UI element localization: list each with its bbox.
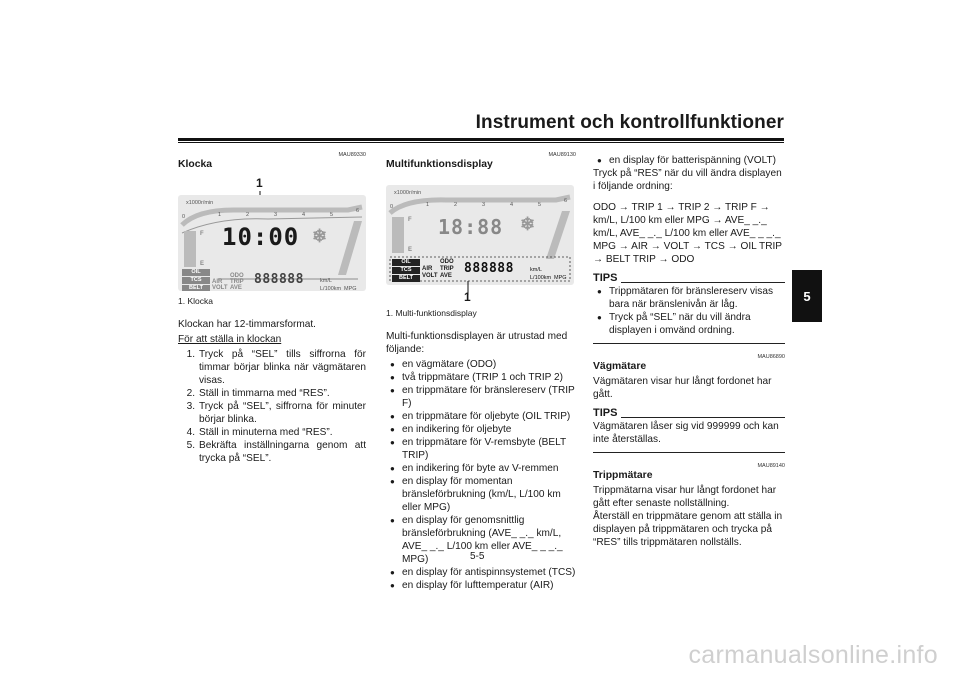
bullet-text: Trippmätaren för bränslereserv visas bara när bränslenivån är låg. [609,286,773,310]
figure-callout: 1 [464,290,471,304]
bullet-text: en indikering för byte av V-remmen [402,463,559,474]
tips-end-rule [593,452,785,453]
lcd-panel [386,185,574,285]
belt-badge: BELT [392,275,420,282]
lcd-tick: 5 [330,212,334,218]
clock-digits: 10:00 [222,223,300,251]
lcd-tick: 2 [454,202,458,208]
bullet-icon: ● [390,581,395,590]
step-number: 4. [186,427,195,438]
lcd-tick: 3 [482,202,486,208]
figure-caption: 1. Klocka [178,296,213,306]
unit-mpg: MPG [344,286,357,291]
watermark: carmanualsonline.info [688,641,938,669]
bullet-icon: ● [597,287,602,296]
bullet-icon: ● [390,464,395,473]
header-rule-thin [178,142,784,143]
bullet-icon: ● [390,568,395,577]
bullet-text: en trippmätare för oljebyte (OIL TRIP) [402,411,571,422]
section-heading-multifunction: Multifunktionsdisplay [386,159,493,170]
lcd-tick: 2 [246,212,250,218]
list-item [597,154,785,167]
tips-rule [621,282,785,283]
step-text: Ställ in minuterna med “RES”. [199,427,333,438]
clock-figure [178,173,366,291]
list-item [390,566,576,579]
section-code: MAU86890 [757,354,785,360]
callout-line [386,273,574,303]
section-heading-clock: Klocka [178,159,213,170]
bullet-text: en indikering för oljebyte [402,424,512,435]
lcd-tick: 1 [218,212,222,218]
bullet-text: en display för momentan bränsleförbrukning (km/L, L/100 km eller MPG) [402,476,561,513]
fuel-full-label: F [200,231,204,237]
tips-end-rule [593,343,785,344]
odo-digits: 888888 [464,261,514,276]
tips-list [593,285,785,337]
tripmeter-text-2: Återställ en trippmätare genom att ställa in displayen på trippmätaren och trycka på “RES” tills trippmätaren nollställs. [593,511,783,548]
clock-intro: Klockan har 12-timmarsformat. [178,319,316,330]
chapter-tab: 5 [792,270,822,322]
bullet-icon: ● [390,373,395,382]
bullet-text: en display för batterispänning (VOLT) [609,155,777,166]
unit-l100km: L/100km [320,286,342,291]
lcd-tick: 6 [564,198,568,204]
lcd-label-volt: VOLT [212,285,228,291]
snowflake-icon: ❄ [312,226,328,246]
bullet-text: en trippmätare för V-remsbyte (BELT TRIP) [402,437,566,461]
lcd-label-air: AIR [422,266,433,272]
bullet-icon: ● [390,360,395,369]
section-code: MAU89140 [757,463,785,469]
bullet-text: en trippmätare för bränslereserv (TRIP F) [402,385,575,409]
step-number: 3. [186,401,195,412]
odometer-text: Vägmätaren visar hur långt fordonet har gått. [593,376,772,400]
bullet-text: två trippmätare (TRIP 1 och TRIP 2) [402,372,564,383]
bullet-icon: ● [597,313,602,322]
section-heading-tripmeter: Trippmätare [593,470,653,481]
list-item [178,439,366,465]
tips-rule [621,417,785,418]
tcs-badge: TCS [182,277,210,284]
list-item [178,387,366,400]
lcd-tick: 0 [390,204,394,210]
lcd-label-volt: VOLT [422,273,438,279]
tips-header [593,407,785,420]
list-item [178,426,366,439]
lcd-panel [178,195,366,291]
figure-callout: 1 [256,176,263,190]
unit-mpg: MPG [554,275,567,281]
list-item [390,358,576,371]
tips-label: TIPS [593,407,618,419]
multifunction-figure [386,173,574,304]
list-item [597,285,785,311]
indicator-badges [182,269,210,291]
section-heading-odometer: Vägmätare [593,361,647,372]
bullet-text: en display för antispinnsystemet (TCS) [402,567,576,578]
list-item [597,311,785,337]
bullet-text: Tryck på “SEL” när du vill ändra displayen i omvänd ordning. [609,312,751,336]
section-code: MAU89130 [548,152,576,158]
step-text: Tryck på “SEL” tills siffrorna för timmar börjar blinka när vägmätaren visas. [199,349,366,386]
section-code: MAU89330 [338,152,366,158]
list-item [178,348,366,387]
fuel-empty-label: E [200,261,205,267]
lcd-label-ave: AVE [230,285,242,291]
step-text: Tryck på “SEL”, siffrorna för minuter börjar blinka. [199,401,366,425]
lcd-tick: 1 [426,202,430,208]
belt-badge: BELT [182,285,210,291]
bullet-text: en display för lufttemperatur (AIR) [402,580,554,591]
list-item [390,436,576,462]
oil-badge: OIL [182,269,210,276]
tips-text: Vägmätaren låser sig vid 999999 och kan inte återställas. [593,421,779,445]
bullet-icon: ● [390,477,395,486]
bullet-text: en vägmätare (ODO) [402,359,497,370]
list-item [390,371,576,384]
tcs-badge: TCS [392,267,420,274]
clock-digits: 18:88 [438,215,504,239]
clock-subheading: För att ställa in klockan [178,334,282,345]
page-number: 5-5 [470,551,485,562]
step-text: Ställ in timmarna med “RES”. [199,388,330,399]
step-text: Bekräfta inställningarna genom att trycka på “SEL”. [199,440,366,464]
fuel-empty-label: E [408,247,413,253]
bullet-icon: ● [597,156,602,165]
column-clock [178,150,366,465]
unit-kml: km/L [320,278,332,284]
lcd-label-odo: ODO [440,259,454,265]
lcd-label-trip: TRIP [230,279,244,285]
unit-l100km: L/100km [530,275,552,281]
oil-badge: OIL [392,259,420,266]
tripmeter-text-1: Trippmätarna visar hur långt fordonet har gått efter senaste nollställning. [593,485,777,509]
bullet-icon: ● [390,516,395,525]
figure-caption: 1. Multi-funktionsdisplay [386,308,477,318]
lcd-scale: x1000r/min [186,200,214,206]
bullet-icon: ● [390,438,395,447]
bullet-icon: ● [390,412,395,421]
snowflake-icon: ❄ [520,214,536,234]
volt-bullet-list [593,154,785,167]
list-item [390,475,576,514]
page-title: Instrument och kontrollfunktioner [475,112,784,133]
list-item [390,462,576,475]
header-rule [178,138,784,141]
list-item [390,384,576,410]
list-item [390,410,576,423]
lcd-label-odo: ODO [230,273,244,279]
bullet-icon: ● [390,386,395,395]
multifunction-intro: Multi-funktionsdisplayen är utrustad med följande: [386,331,568,355]
bullet-text: en display för genomsnittlig bränsleförbrukning (AVE_ _._ km/L, AVE_ _._ L/100 km eller AVE_ _ _._ MPG) [402,515,563,565]
unit-kml: km/L [530,267,542,273]
column-right [593,154,785,551]
sequence-intro: Tryck på “RES” när du vill ändra displayen i följande ordning: [593,168,782,192]
lcd-label-ave: AVE [440,273,452,279]
bullet-icon: ● [390,425,395,434]
lcd-label-air: AIR [212,279,223,285]
lcd-label-trip: TRIP [440,266,454,272]
lcd-tick: 0 [182,214,186,220]
lcd-tick: 4 [302,212,306,218]
list-item [390,423,576,436]
lcd-tick: 6 [356,208,360,214]
list-item [390,579,576,592]
lcd-tick: 4 [510,202,514,208]
tips-label: TIPS [593,272,618,284]
lcd-tick: 3 [274,212,278,218]
lcd-tick: 5 [538,202,542,208]
step-number: 5. [186,440,195,451]
lcd-scale: x1000r/min [394,190,422,196]
clock-steps [178,348,366,465]
list-item [178,400,366,426]
sequence-text: ODO → TRIP 1 → TRIP 2 → TRIP F → km/L, L/100 km eller MPG → AVE_ _._ km/L, AVE_ _._ L/100 km eller AVE_ _ _._ MPG → AIR → VOLT → TCS → OIL TRIP → BELT TRIP → ODO [593,202,782,265]
odo-digits: 888888 [254,272,304,287]
tips-header [593,272,785,285]
column-multifunction [386,150,576,592]
step-number: 1. [186,349,195,360]
step-number: 2. [186,388,195,399]
fuel-full-label: F [408,217,412,223]
